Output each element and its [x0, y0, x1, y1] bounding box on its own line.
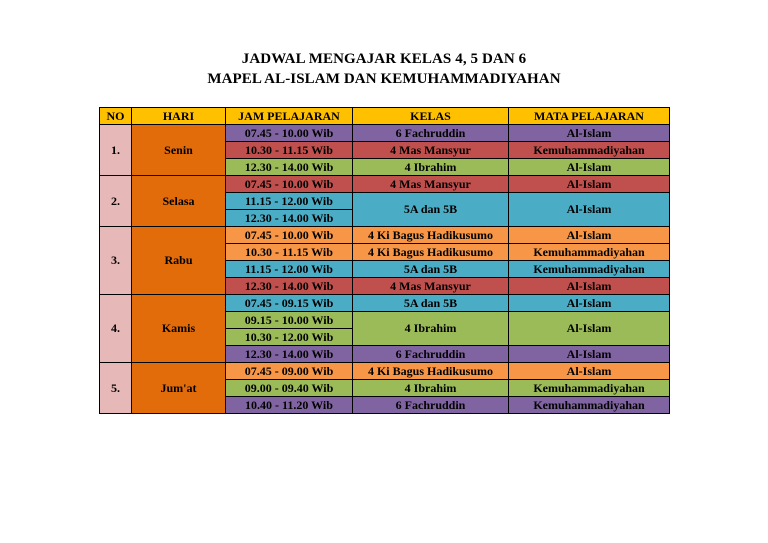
subject-cell: Kemuhammadiyahan	[509, 261, 670, 278]
class-cell: 4 Ibrahim	[353, 380, 509, 397]
time-cell: 10.40 - 11.20 Wib	[226, 397, 353, 414]
subject-cell: Al-Islam	[509, 312, 670, 346]
day-name: Senin	[132, 125, 226, 176]
time-cell: 12.30 - 14.00 Wib	[226, 278, 353, 295]
subject-cell: Kemuhammadiyahan	[509, 244, 670, 261]
subject-cell: Al-Islam	[509, 176, 670, 193]
subject-cell: Kemuhammadiyahan	[509, 380, 670, 397]
table-row	[100, 125, 670, 142]
day-number: 5.	[100, 363, 132, 414]
class-cell: 6 Fachruddin	[353, 346, 509, 363]
day-name: Jum'at	[132, 363, 226, 414]
header-no: NO	[100, 108, 132, 125]
day-name: Selasa	[132, 176, 226, 227]
time-cell: 07.45 - 09.00 Wib	[226, 363, 353, 380]
subject-cell: Al-Islam	[509, 227, 670, 244]
day-name: Kamis	[132, 295, 226, 363]
title-line-2: MAPEL AL-ISLAM DAN KEMUHAMMADIYAHAN	[207, 71, 561, 87]
subject-cell: Al-Islam	[509, 346, 670, 363]
class-cell: 4 Ki Bagus Hadikusumo	[353, 363, 509, 380]
time-cell: 09.00 - 09.40 Wib	[226, 380, 353, 397]
table-row	[100, 295, 670, 312]
day-number: 4.	[100, 295, 132, 363]
class-cell: 4 Ibrahim	[353, 312, 509, 346]
class-cell: 5A dan 5B	[353, 295, 509, 312]
time-cell: 10.30 - 11.15 Wib	[226, 244, 353, 261]
time-cell: 07.45 - 10.00 Wib	[226, 125, 353, 142]
schedule-table	[99, 107, 670, 414]
subject-cell: Al-Islam	[509, 125, 670, 142]
time-cell: 10.30 - 12.00 Wib	[226, 329, 353, 346]
time-cell: 09.15 - 10.00 Wib	[226, 312, 353, 329]
class-cell: 6 Fachruddin	[353, 397, 509, 414]
header-mapel: MATA PELAJARAN	[509, 108, 670, 125]
subject-cell: Kemuhammadiyahan	[509, 397, 670, 414]
class-cell: 4 Ki Bagus Hadikusumo	[353, 244, 509, 261]
time-cell: 12.30 - 14.00 Wib	[226, 159, 353, 176]
day-number: 2.	[100, 176, 132, 227]
subject-cell: Al-Islam	[509, 295, 670, 312]
header-jam: JAM PELAJARAN	[226, 108, 353, 125]
class-cell: 5A dan 5B	[353, 261, 509, 278]
header-hari: HARI	[132, 108, 226, 125]
table-row	[100, 363, 670, 380]
time-cell: 10.30 - 11.15 Wib	[226, 142, 353, 159]
subject-cell: Al-Islam	[509, 159, 670, 176]
class-cell: 4 Mas Mansyur	[353, 176, 509, 193]
table-row	[100, 176, 670, 193]
class-cell: 4 Ibrahim	[353, 159, 509, 176]
time-cell: 11.15 - 12.00 Wib	[226, 193, 353, 210]
header-kelas: KELAS	[353, 108, 509, 125]
time-cell: 07.45 - 10.00 Wib	[226, 227, 353, 244]
day-name: Rabu	[132, 227, 226, 295]
subject-cell: Al-Islam	[509, 193, 670, 227]
class-cell: 4 Ki Bagus Hadikusumo	[353, 227, 509, 244]
class-cell: 5A dan 5B	[353, 193, 509, 227]
class-cell: 4 Mas Mansyur	[353, 278, 509, 295]
day-number: 1.	[100, 125, 132, 176]
class-cell: 4 Mas Mansyur	[353, 142, 509, 159]
title-line-1: JADWAL MENGAJAR KELAS 4, 5 DAN 6	[241, 51, 527, 67]
header-row	[100, 108, 670, 125]
day-number: 3.	[100, 227, 132, 295]
time-cell: 12.30 - 14.00 Wib	[226, 346, 353, 363]
table-row	[100, 227, 670, 244]
time-cell: 11.15 - 12.00 Wib	[226, 261, 353, 278]
time-cell: 12.30 - 14.00 Wib	[226, 210, 353, 227]
class-cell: 6 Fachruddin	[353, 125, 509, 142]
subject-cell: Kemuhammadiyahan	[509, 142, 670, 159]
time-cell: 07.45 - 09.15 Wib	[226, 295, 353, 312]
subject-cell: Al-Islam	[509, 363, 670, 380]
subject-cell: Al-Islam	[509, 278, 670, 295]
time-cell: 07.45 - 10.00 Wib	[226, 176, 353, 193]
